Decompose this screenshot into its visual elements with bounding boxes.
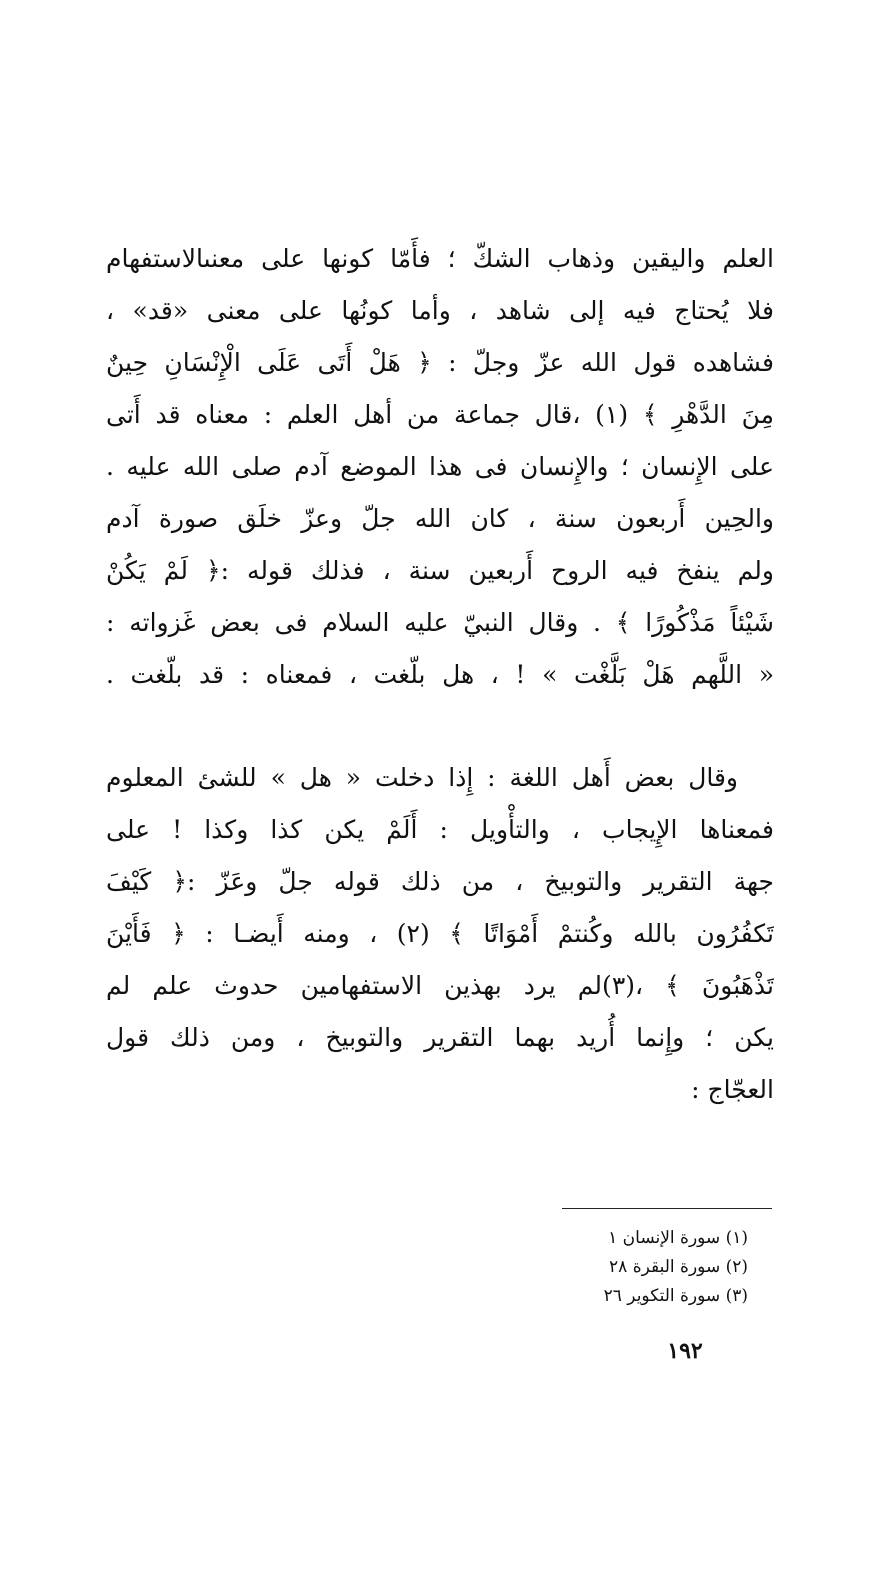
footnotes xyxy=(488,1224,748,1311)
footnote-item: (١) سورة الإنسان ١ xyxy=(608,1228,748,1248)
text-line: على الإِنسان ؛ والإِنسان فى هذا الموضع آدم صلى الله عليه . xyxy=(106,452,774,481)
text-line: وقال بعض أَهل اللغة : إِذا دخلت « هل » للشئ المعلوم xyxy=(106,763,738,792)
text-line: « اللَّهم هَلْ بَلَّغْت » ! ، هل بلّغت ، فمعناه : قد بلّغت . xyxy=(106,660,774,689)
text-line: العلم واليقين وذهاب الشكّ ؛ فأَمّا كونها على معنىالاستفهام xyxy=(106,244,774,273)
paragraph-2 xyxy=(106,752,774,1116)
text-line: شَيْئاً مَذْكُورًا ﴾ . وقال النبيّ عليه السلام فى بعض غَزواته : xyxy=(106,608,774,637)
page-number: ١٩٢ xyxy=(667,1338,703,1364)
text-line: تَذْهَبُونَ ﴾ ،(٣)لم يرد بهذين الاستفهامين حدوث علم لم xyxy=(106,971,774,1000)
text-line: جهة التقرير والتوبيخ ، من ذلك قوله جلّ وعَزّ :﴿ كَيْفَ xyxy=(106,867,774,896)
paragraph-1 xyxy=(106,233,774,701)
text-line: فمعناها الإِيجاب ، والتأْويل : أَلَمْ يكن كذا وكذا ! على xyxy=(106,815,774,844)
footnote-divider xyxy=(562,1208,772,1209)
text-line: يكن ؛ وإِنما أُريد بهما التقرير والتوبيخ ، ومن ذلك قول xyxy=(106,1023,774,1052)
text-line: مِنَ الدَّهْرِ ﴾ (١) ،قال جماعة من أهل العلم : معناه قد أَتى xyxy=(106,400,774,429)
text-line: تَكفُرُون بالله وكُنتمْ أَمْوَاتًا ﴾ (٢) ، ومنه أَيضـا : ﴿ فَأَيْنَ xyxy=(106,919,774,948)
text-line: والحِين أَربعون سنة ، كان الله جلّ وعزّ خلَق صورة آدم xyxy=(106,504,774,533)
text-line: العجّاج : xyxy=(691,1075,774,1104)
footnote-item: (٣) سورة التكوير ٢٦ xyxy=(603,1286,748,1306)
text-line: ولم ينفخ فيه الروح أَربعين سنة ، فذلك قوله :﴿ لَمْ يَكُنْ xyxy=(106,556,774,585)
footnote-item: (٢) سورة البقرة ٢٨ xyxy=(609,1257,748,1277)
text-line: فشاهده قول الله عزّ وجلّ : ﴿ هَلْ أَتَى عَلَى الْإِنْسَانِ حِينٌ xyxy=(106,348,774,377)
text-line: فلا يُحتاج فيه إلى شاهد ، وأما كونُها على معنى «قد» ، xyxy=(106,296,774,325)
